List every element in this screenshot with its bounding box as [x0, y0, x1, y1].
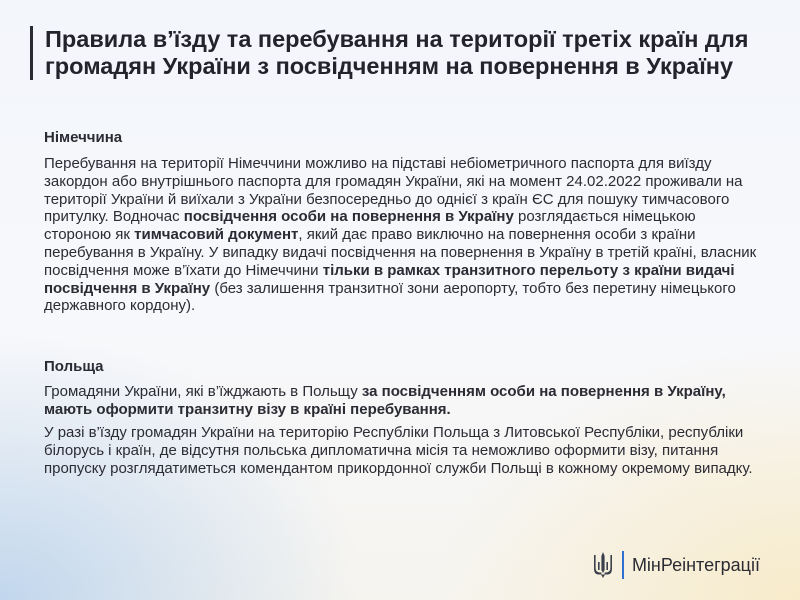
text-run: Громадяни України, які в’їжджають в Польщу: [44, 383, 362, 400]
bold-text-run: посвідчення особи на повернення в Україну: [183, 208, 514, 226]
ministry-logo: [592, 551, 760, 579]
section-paragraph-poland-1: [44, 383, 764, 419]
section-heading-poland: Польща: [44, 358, 104, 375]
text-run: розглядається німецькою стороною як: [44, 208, 696, 244]
text-run: Перебування на території Німеччини можливо на підставі небіометричного паспорта для виїзду закордон або внутрішнього паспорта для громадян України, які на момент 24.02.2022 проживали на території України й виїхали з України безпосередньо до однієї з країн ЄС для пошуку тимчасового притулку. Водночас: [44, 155, 743, 226]
text-run: (без залишення транзитної зони аеропорту, тобто без перетину німецького державного кордону).: [44, 279, 736, 315]
title-block: [30, 26, 775, 80]
bold-text-run: тимчасовий документ: [134, 226, 299, 244]
bold-text-run: тільки в рамках транзитного перельоту з країни видачі посвідчення в Україну: [44, 261, 735, 297]
section-paragraph-germany: [44, 155, 764, 315]
text-run: У разі в’їзду громадян України на територію Республіки Польща з Литовської Республіки, республіки білорусь і країн, де відсутня польська дипломатична місія та неможливо оформити візу, питання пропуску розглядатиметься комендантом прикордонної служби Польщі в кожному окремому випадку.: [44, 424, 753, 477]
bold-text-run: за посвідченням особи на повернення в Україну, мають оформити транзитну візу в країні перебування.: [44, 383, 726, 418]
trident-icon: [592, 551, 614, 579]
text-run: , який дає право виключно на повернення особи з країни перебування в Україну. У випадку видачі посвідчення на повернення в Україну в третій країні, власник посвідчення може в’їхати до Німеччини: [44, 226, 757, 279]
logo-divider: [622, 551, 624, 579]
logo-text: МінРеінтеграції: [631, 554, 760, 575]
page-title: Правила в’їзду та перебування на території третіх країн для громадян України з посвідченням на повернення в Україну: [45, 26, 749, 79]
section-paragraph-poland-2: [44, 424, 764, 477]
section-heading-germany: Німеччина: [44, 129, 123, 146]
